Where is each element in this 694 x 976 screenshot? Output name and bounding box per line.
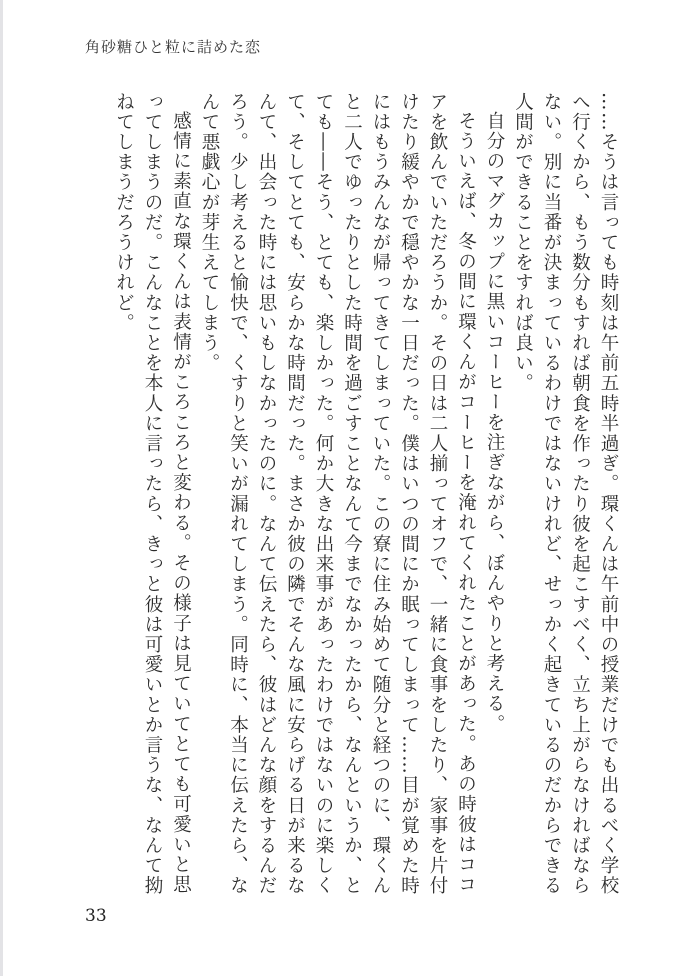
body-text (109, 92, 622, 902)
paragraph-2: 自分のマグカップに黒いコーヒーを注ぎながら、ぼんやりと考える。 (484, 110, 505, 734)
paragraph-3: そういえば、冬の間に環くんがコーヒーを淹れてくれたことがあった。あの時彼はココアを飲んでいただろうか。その日は二人揃ってオフで、一緒に食事をしたり、家事を片付けたり緩やかで穏やかな一日だった。僕はいつの間にか眠ってしまって……目が覚めた時にはもうみんなが帰ってきてしまっていた。この寮に住み始めて随分と経つのに、環くんと二人でゆったりとした時間を過ごすことなんて今までなかったから、なんというか、とても――そう、とても、楽しかった。何か大きな出来事があったわけではないのに楽しくて、そしてとても、安らかな時間だった。まさか彼の隣でそんな風に安らげる日が来るなんて、出会った時には思いもしなかったのに。なんて伝えたら、彼はどんな顔をするんだろう。少し考えると愉快で、くすりと笑いが漏れてしまう。同時に、本当に伝えたら、なんて悪戯心が芽生えてしまう。 (199, 92, 477, 896)
paragraph-1: ……そうは言っても時刻は午前五時半過ぎ。環くんは午前中の授業だけでも出るべく学校へ行くから、もう数分もすれば朝食を作ったり彼を起こすべく、立ち上がらなければならない。別に当番が決まっているわけではないけれど、せっかく起きているのだからできる人間ができることをすれば良い。 (512, 92, 619, 896)
running-header-title: 角砂糖ひと粒に詰めた恋 (85, 38, 262, 56)
page-number: 33 (85, 906, 107, 926)
page-edge-shadow (0, 0, 3, 976)
paragraph-4: 感情に素直な環くんは表情がころころと変わる。その様子は見ていてとても可愛いと思ってしまうのだ。こんなことを本人に言ったら、きっと彼は可愛いとか言うな、なんて拗ねてしまうだろうけれど。 (113, 92, 192, 896)
